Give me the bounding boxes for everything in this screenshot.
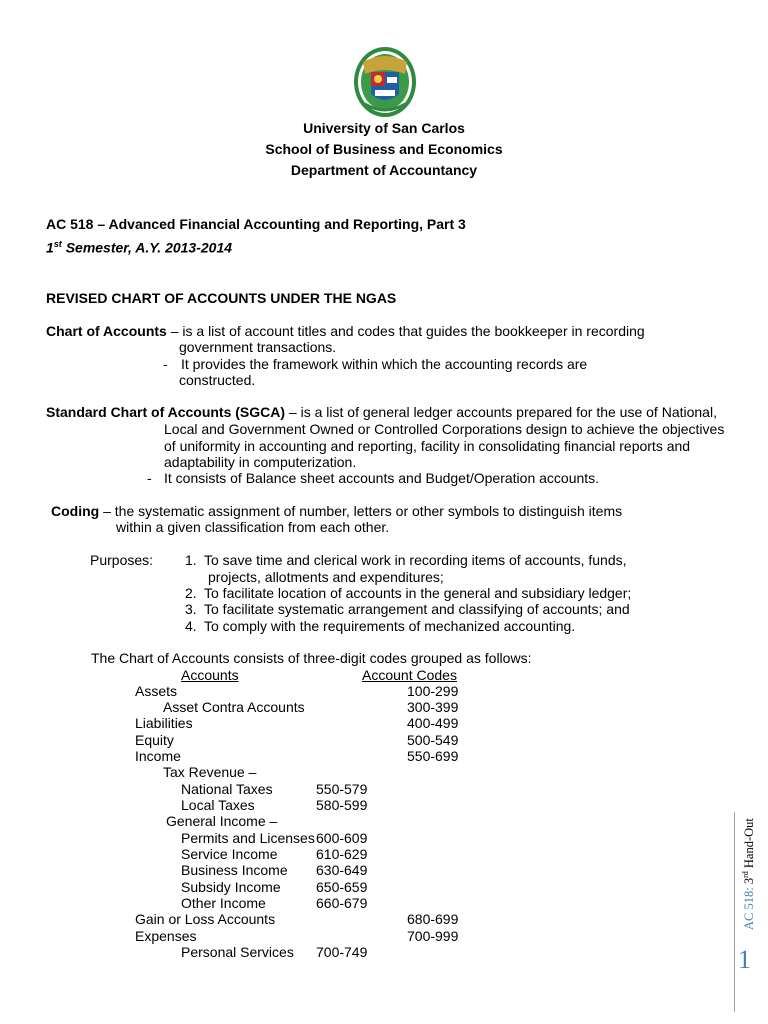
purposes-label: Purposes: [90, 552, 154, 568]
footer-side-label [739, 818, 756, 930]
account-code: 400-499 [407, 715, 459, 731]
department-name: Department of Accountancy [290, 162, 478, 178]
semester-ordinal: 1 [46, 239, 54, 256]
university-seal-logo [351, 44, 419, 120]
purpose-number: 4. [185, 618, 197, 634]
page-number: 1 [738, 945, 751, 974]
account-code: 300-399 [407, 699, 459, 715]
purpose-text: To facilitate location of accounts in the general and subsidiary ledger; [204, 585, 632, 601]
account-code: 600-609 [316, 830, 368, 846]
sgca-def-line1 [46, 404, 717, 421]
course-title: AC 518 – Advanced Financial Accounting and Reporting, Part 3 [46, 216, 466, 232]
chart-of-accounts-term: Chart of Accounts [46, 323, 167, 339]
coding-text: – the systematic assignment of number, letters or other symbols to distinguish items [99, 503, 623, 519]
account-code: 680-699 [407, 911, 459, 927]
sgca-def-line3: of uniformity in accounting and reporting, facility in consolidating financial reports and [164, 438, 691, 454]
account-label: Expenses [135, 928, 197, 944]
account-group-label: General Income – [166, 813, 278, 829]
account-group-label: Tax Revenue – [163, 764, 257, 780]
bullet-dash: - [163, 356, 168, 372]
footer-ordinal-suffix: rd [741, 871, 750, 878]
account-code: 500-549 [407, 732, 459, 748]
account-label: Service Income [181, 846, 278, 862]
purpose-text: To comply with the requirements of mechanized accounting. [204, 618, 576, 634]
chart-of-accounts-bullet-line2: constructed. [179, 372, 256, 388]
sgca-term: Standard Chart of Accounts (SGCA) [46, 404, 286, 420]
university-name: University of San Carlos [303, 120, 465, 136]
sgca-def-line4: adaptability in computerization. [164, 454, 357, 470]
account-label: Local Taxes [181, 797, 255, 813]
account-code: 580-599 [316, 797, 368, 813]
account-code: 550-699 [407, 748, 459, 764]
account-label: Asset Contra Accounts [163, 699, 305, 715]
chart-of-accounts-text: – is a list of account titles and codes that guides the bookkeeper in recording [166, 323, 645, 339]
purpose-text: To save time and clerical work in recording items of accounts, funds, [204, 552, 627, 568]
purpose-number: 3. [185, 601, 197, 617]
account-label: Personal Services [181, 944, 294, 960]
footer-ordinal: 3 [742, 877, 757, 885]
account-label: Gain or Loss Accounts [135, 911, 276, 927]
school-name: School of Business and Economics [265, 141, 503, 157]
footer-handout: Hand-Out [742, 818, 757, 869]
chart-of-accounts-def-line2: government transactions. [179, 339, 337, 355]
account-label: Subsidy Income [181, 879, 281, 895]
codes-intro: The Chart of Accounts consists of three-digit codes grouped as follows: [91, 650, 532, 666]
footer-divider [734, 812, 735, 1012]
account-code: 550-579 [316, 781, 368, 797]
semester-rest: Semester, A.Y. 2013-2014 [61, 239, 233, 256]
account-label: Assets [135, 683, 178, 699]
coding-def-line1 [51, 503, 622, 520]
section-title: REVISED CHART OF ACCOUNTS UNDER THE NGAS [46, 290, 397, 306]
account-code: 660-679 [316, 895, 368, 911]
account-code: 610-629 [316, 846, 368, 862]
header-accounts: Accounts [181, 667, 239, 683]
sgca-text: – is a list of general ledger accounts prepared for the use of National, [285, 404, 717, 420]
account-label: Permits and Licenses [181, 830, 315, 846]
purpose-number: 1. [185, 552, 197, 568]
sgca-bullet: It consists of Balance sheet accounts and Budget/Operation accounts. [164, 470, 600, 486]
purpose-text-cont: projects, allotments and expenditures; [208, 569, 444, 585]
account-label: National Taxes [181, 781, 273, 797]
header-account-codes: Account Codes [362, 667, 457, 683]
account-code: 100-299 [407, 683, 459, 699]
account-code: 630-649 [316, 862, 368, 878]
purpose-number: 2. [185, 585, 197, 601]
account-label: Liabilities [135, 715, 193, 731]
sgca-def-line2: Local and Government Owned or Controlled Corporations design to achieve the objectives [164, 421, 725, 437]
account-label: Equity [135, 732, 174, 748]
account-code: 700-749 [316, 944, 368, 960]
footer-course: AC 518: [742, 887, 757, 930]
chart-of-accounts-def-line1 [46, 323, 645, 340]
semester-line [46, 236, 232, 256]
semester-suffix: st [53, 239, 62, 249]
coding-term: Coding [51, 503, 100, 519]
account-label: Other Income [181, 895, 266, 911]
chart-of-accounts-bullet-line1: It provides the framework within which the accounting records are [181, 356, 588, 372]
account-code: 650-659 [316, 879, 368, 895]
bullet-dash: - [147, 470, 152, 486]
coding-def-line2: within a given classification from each other. [116, 519, 390, 535]
account-label: Business Income [181, 862, 288, 878]
purpose-text: To facilitate systematic arrangement and classifying of accounts; and [204, 601, 630, 617]
account-label: Income [135, 748, 181, 764]
account-code: 700-999 [407, 928, 459, 944]
